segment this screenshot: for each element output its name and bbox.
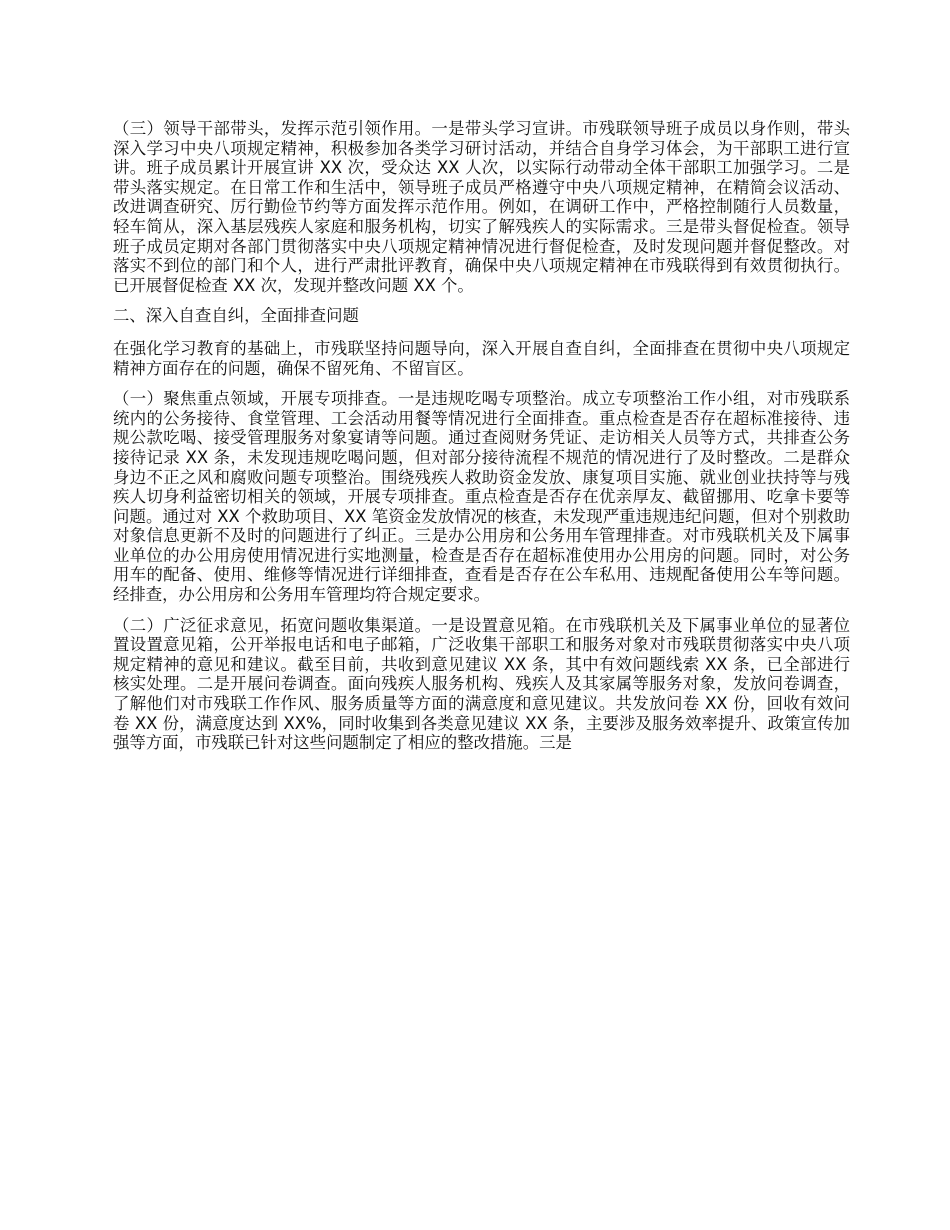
paragraph-leadership-example: （三）领导干部带头，发挥示范引领作用。一是带头学习宣讲。市残联领导班子成员以身作则，带头深入学习中央八项规定精神，积极参加各类学习研讨活动，并结合自身学习体会，为干部职工进行宣讲。班子成员累计开展宣讲 XX 次，受众达 XX 人次，以实际行动带动全体干部职工加强学习。二是带头落实规定。在日常工作和生活中，领导班子成员严格遵守中央八项规定精神，在精简会议活动、改进调查研究、厉行勤俭节约等方面发挥示范作用。例如，在调研工作中，严格控制随行人员数量，轻车简从，深入基层残疾人家庭和服务机构，切实了解残疾人的实际需求。三是带头督促检查。领导班子成员定期对各部门贯彻落实中央八项规定精神情况进行督促检查，及时发现问题并督促整改。对落实不到位的部门和个人，进行严肃批评教育，确保中央八项规定精神在市残联得到有效贯彻执行。已开展督促检查 XX 次，发现并整改问题 XX 个。 — [113, 119, 850, 295]
document-page — [113, 119, 850, 764]
paragraph-collect-opinions: （二）广泛征求意见，拓宽问题收集渠道。一是设置意见箱。在市残联机关及下属事业单位的显著位置设置意见箱，公开举报电话和电子邮箱，广泛收集干部职工和服务对象对市残联贯彻落实中央八项规定精神的意见和建议。截至目前，共收到意见建议 XX 条，其中有效问题线索 XX 条，已全部进行核实处理。二是开展问卷调查。面向残疾人服务机构、残疾人及其家属等服务对象，发放问卷调查，了解他们对市残联工作作风、服务质量等方面的满意度和意见建议。共发放问卷 XX 份，回收有效问卷 XX 份，满意度达到 XX%，同时收集到各类意见建议 XX 条，主要涉及服务效率提升、政策宣传加强等方面，市残联已针对这些问题制定了相应的整改措施。三是 — [113, 615, 850, 753]
section-heading-self-inspection: 二、深入自查自纠，全面排查问题 — [113, 306, 359, 326]
paragraph-section-intro: 在强化学习教育的基础上，市残联坚持问题导向，深入开展自查自纠，全面排查在贯彻中央八项规定精神方面存在的问题，确保不留死角、不留盲区。 — [113, 338, 850, 378]
paragraph-special-inspection: （一）聚焦重点领域，开展专项排查。一是违规吃喝专项整治。成立专项整治工作小组，对市残联系统内的公务接待、食堂管理、工会活动用餐等情况进行全面排查。重点检查是否存在超标准接待、违规公款吃喝、接受管理服务对象宴请等问题。通过查阅财务凭证、走访相关人员等方式，共排查公务接待记录 XX 条，未发现违规吃喝问题，但对部分接待流程不规范的情况进行了及时整改。二是群众身边不正之风和腐败问题专项整治。围绕残疾人救助资金发放、康复项目实施、就业创业扶持等与残疾人切身利益密切相关的领域，开展专项排查。重点检查是否存在优亲厚友、截留挪用、吃拿卡要等问题。通过对 XX 个救助项目、XX 笔资金发放情况的核查，未发现严重违规违纪问题，但对个别救助对象信息更新不及时的问题进行了纠正。三是办公用房和公务用车管理排查。对市残联机关及下属事业单位的办公用房使用情况进行实地测量，检查是否存在超标准使用办公用房的问题。同时，对公务用车的配备、使用、维修等情况进行详细排查，查看是否存在公车私用、违规配备使用公车等问题。经排查，办公用房和公务用车管理均符合规定要求。 — [113, 389, 850, 605]
